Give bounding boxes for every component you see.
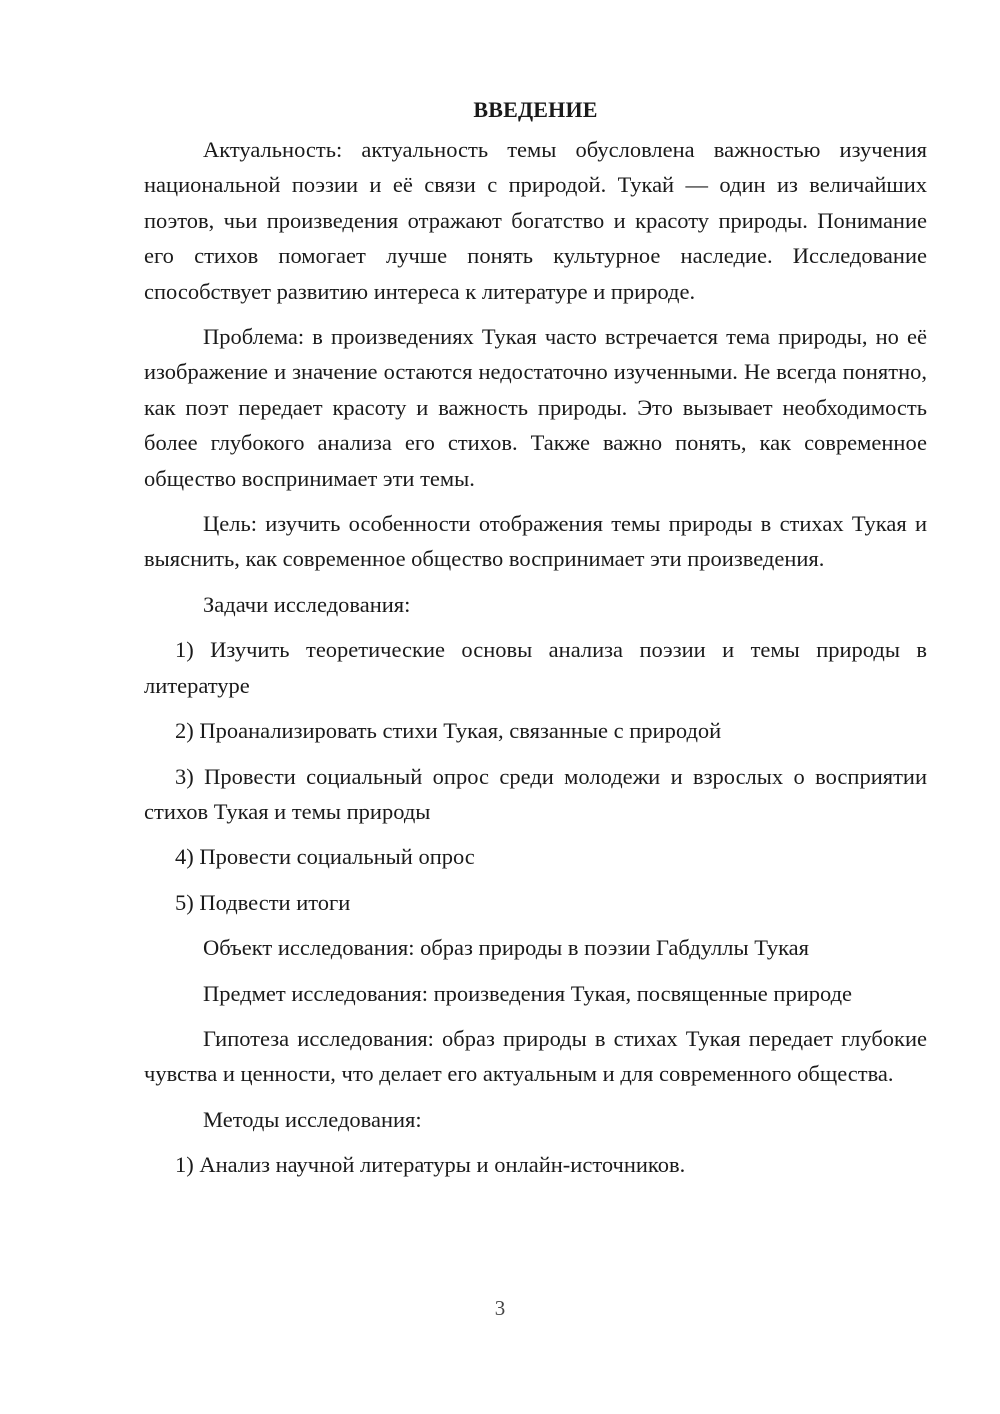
paragraph-object: Объект исследования: образ природы в поэзии Габдуллы Тукая: [203, 935, 810, 961]
page-number: 3: [494, 1296, 506, 1320]
paragraph-hypothesis: Гипотеза исследования: образ природы в стихах Тукая передает глубокие чувства и ценности, что делает его актуальным и для современного общества.: [144, 1025, 927, 1087]
list-item-task-4: 4) Провести социальный опрос: [175, 844, 475, 870]
paragraph-problem: Проблема: в произведениях Тукая часто встречается тема природы, но её изображение и значение остаются недостаточно изученными. Не всегда понятно, как поэт передает красоту и важность природы. Это вызывает необходимость более глубокого анализа его стихов. Также важно понять, как современное общество воспринимает эти темы.: [144, 324, 927, 491]
paragraph-methods-heading: Методы исследования:: [203, 1106, 422, 1132]
paragraph-goal: Цель: изучить особенности отображения темы природы в стихах Тукая и выяснить, как современное общество воспринимает эти произведения.: [144, 511, 927, 572]
section-title: ВВЕДЕНИЕ: [473, 97, 598, 122]
list-item-task-5: 5) Подвести итоги: [175, 889, 351, 915]
paragraph-tasks-heading: Задачи исследования:: [203, 591, 411, 617]
list-item-task-3: 3) Провести социальный опрос среди молодежи и взрослых о восприятии стихов Тукая и темы природы: [144, 763, 927, 824]
paragraph-relevance: Актуальность: актуальность темы обусловлена важностью изучения национальной поэзии и её связи с природой. Тукай — один из величайших поэтов, чьи произведения отражают богатство и красоту природы. Понимание его стихов помогает лучше понять культурное наследие. Исследование способствует развитию интереса к литературе и природе.: [144, 137, 927, 304]
list-item-task-2: 2) Проанализировать стихи Тукая, связанные с природой: [175, 718, 722, 744]
paragraph-subject: Предмет исследования: произведения Тукая, посвященные природе: [203, 980, 853, 1006]
list-item-method-1: 1) Анализ научной литературы и онлайн-источников.: [175, 1152, 686, 1178]
list-item-task-1: 1) Изучить теоретические основы анализа поэзии и темы природы в литературе: [144, 637, 927, 698]
document-page: [144, 92, 927, 1193]
